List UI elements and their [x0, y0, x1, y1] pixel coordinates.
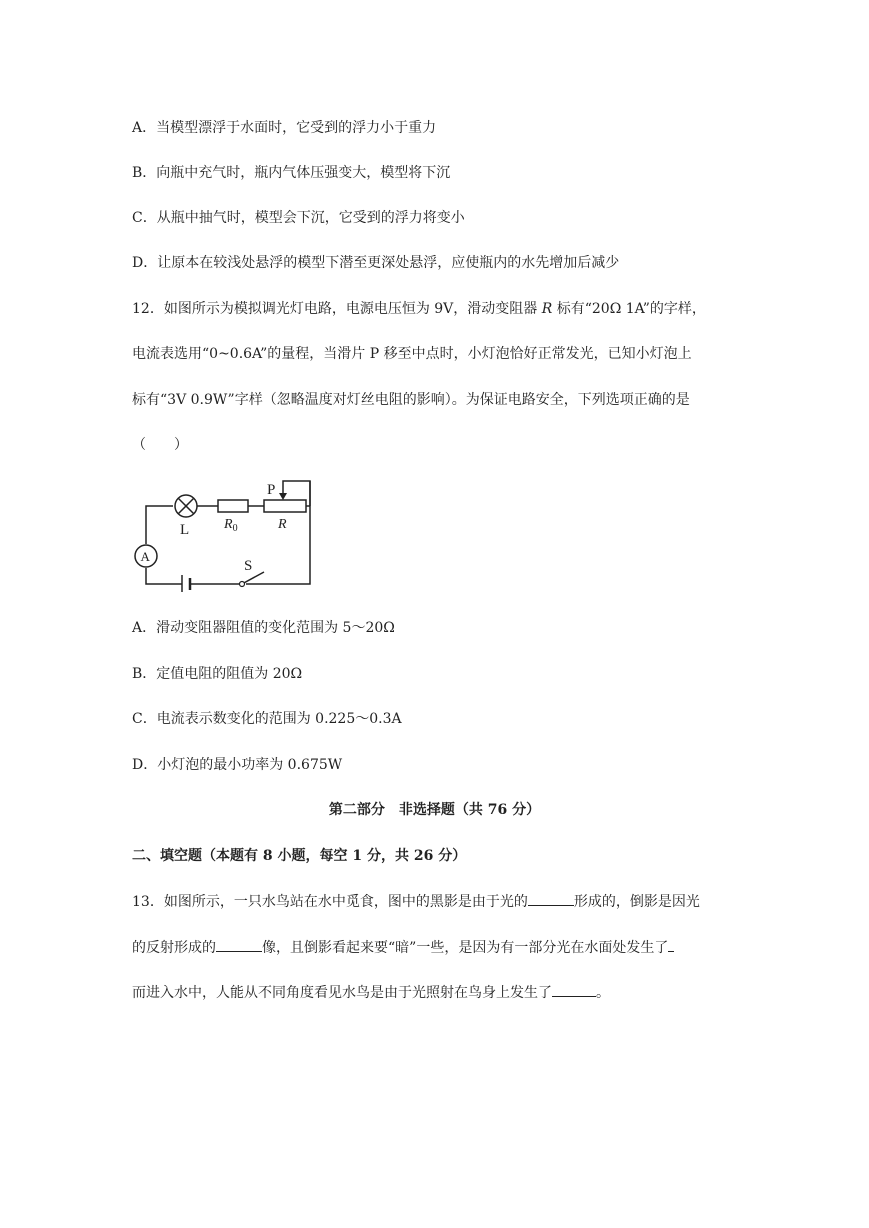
answer-blank[interactable] [528, 891, 574, 906]
q12-stem-line2: 电流表选用“0~0.6A”的量程，当滑片 P 移至中点时，小灯泡恰好正常发光，已知小灯泡上 [132, 346, 692, 362]
circuit-diagram [128, 474, 318, 592]
q12-stem-text: 12．如图所示为模拟调光灯电路，电源电压恒为 9V，滑动变阻器 [132, 301, 542, 317]
label-l: L [180, 522, 190, 538]
part2-title: 第二部分 非选择题（共 76 分） [328, 802, 541, 818]
q12-option-d: D．小灯泡的最小功率为 0.675W [132, 757, 343, 773]
label-s: S [244, 558, 253, 574]
answer-blank[interactable] [552, 982, 596, 997]
label-r: R [278, 517, 287, 532]
q12-option-a: A．滑动变阻器阻值的变化范围为 5～20Ω [132, 620, 395, 636]
q12-option-c: C．电流表示数变化的范围为 0.225～0.3A [132, 711, 402, 727]
q12-stem-line3: 标有“3V 0.9W”字样（忽略温度对灯丝电阻的影响）。为保证电路安全，下列选项正确的是 [132, 392, 690, 408]
section2-title: 二、填空题（本题有 8 小题，每空 1 分，共 26 分） [132, 848, 467, 864]
answer-blank[interactable] [668, 937, 674, 952]
q11-option-b: B．向瓶中充气时，瓶内气体压强变大，模型将下沉 [132, 165, 451, 181]
q13-line2 [132, 937, 674, 958]
q13-text: 的反射形成的 [132, 940, 216, 956]
q13-text: 像，且倒影看起来要“暗”一些，是因为有一部分光在水面处发生了 [262, 940, 669, 956]
label-r0: $R_0$ [224, 517, 238, 534]
label-p: P [267, 482, 276, 498]
q11-option-a: A．当模型漂浮于水面时，它受到的浮力小于重力 [132, 120, 437, 136]
q12-stem-line1 [132, 299, 706, 319]
resistor-r0-icon [218, 500, 248, 512]
q12-variable-r: R [541, 301, 553, 317]
circuit-wire [146, 506, 173, 544]
q13-text: 13．如图所示，一只水鸟站在水中觅食，图中的黑影是由于光的 [132, 894, 528, 910]
circuit-wire [146, 568, 182, 584]
slider-arrow-icon [279, 493, 287, 500]
label-a: A [140, 549, 150, 564]
q13-line1 [132, 891, 700, 912]
q12-option-b: B．定值电阻的阻值为 20Ω [132, 666, 303, 682]
rheostat-r-icon [264, 500, 306, 512]
circuit-wire [248, 481, 310, 584]
q13-text: 而进入水中，人能从不同角度看见水鸟是由于光照射在鸟身上发生了 [132, 985, 552, 1001]
q12-answer-bracket: （ ） [132, 437, 188, 453]
q11-option-d: D．让原本在较浅处悬浮的模型下潜至更深处悬浮，应使瓶内的水先增加后减少 [132, 255, 620, 271]
q13-line3 [132, 982, 610, 1003]
q11-option-c: C．从瓶中抽气时，模型会下沉，它受到的浮力将变小 [132, 210, 465, 226]
switch-contact-icon [240, 582, 245, 587]
q13-text: 形成的，倒影是因光 [573, 894, 700, 910]
q13-text: 。 [596, 985, 610, 1001]
q12-stem-text: 标有“20Ω 1A”的字样， [552, 301, 706, 317]
answer-blank[interactable] [216, 937, 262, 952]
